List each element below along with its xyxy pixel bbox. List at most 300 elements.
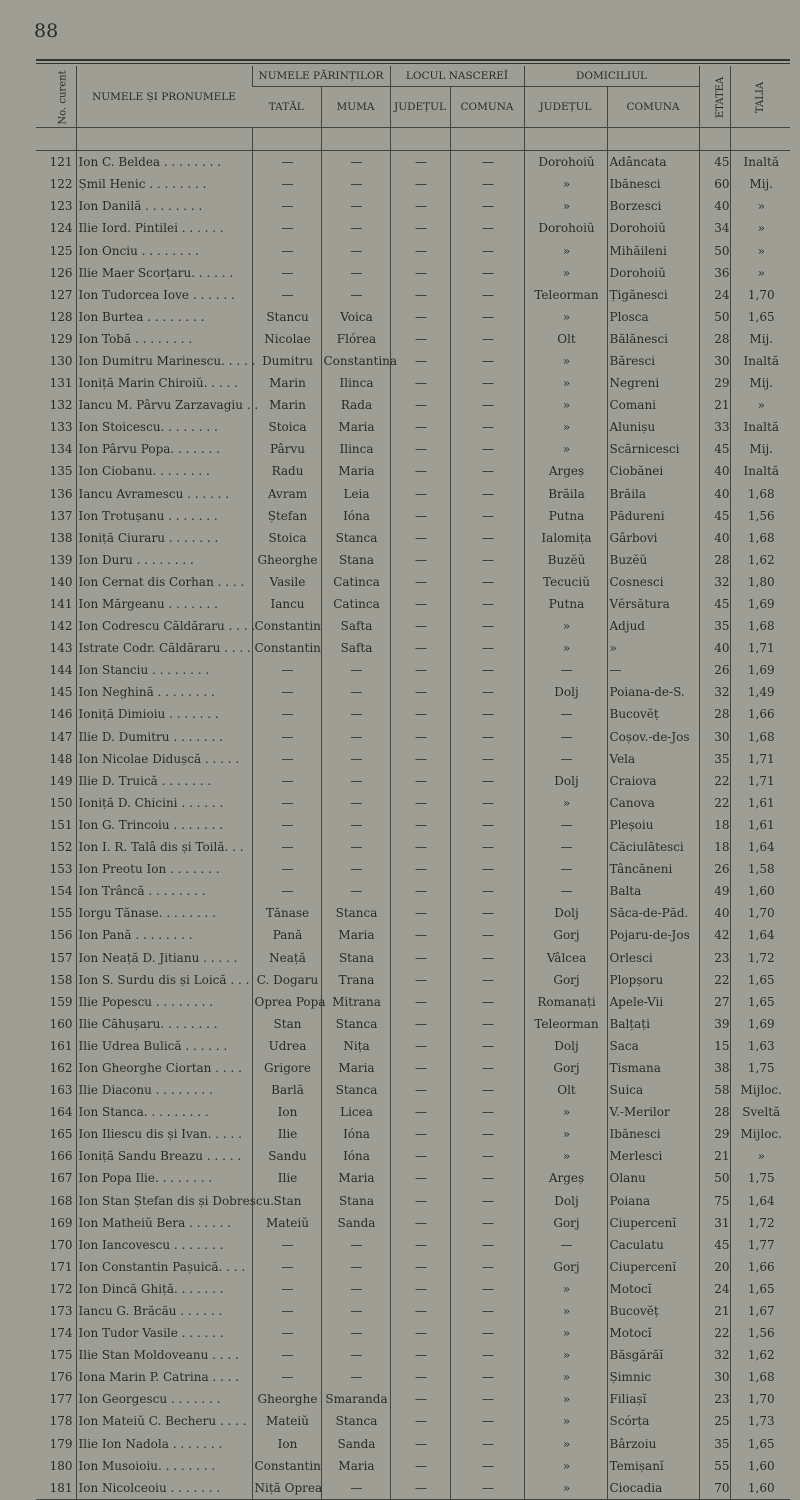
- cell-nascere-judet: —: [390, 1322, 450, 1344]
- cell-domiciliu-comuna: Comani: [607, 394, 699, 416]
- cell-nascere-comuna: —: [450, 195, 524, 217]
- table-row: [36, 836, 790, 858]
- cell-tatal: Gheorghe: [252, 1388, 321, 1410]
- cell-domiciliu-comuna: Olanu: [607, 1167, 699, 1189]
- cell-name: Ioniță Dimioiu . . . . . . .: [76, 703, 252, 725]
- cell-muma: Catinca: [321, 571, 390, 593]
- cell-domiciliu-judet: »: [524, 1322, 607, 1344]
- cell-name: Ion Codrescu Căldăraru . . . .: [76, 615, 252, 637]
- cell-tatal: Stoica: [252, 527, 321, 549]
- cell-tatal: —: [252, 217, 321, 239]
- cell-muma: —: [321, 262, 390, 284]
- cell-name: Ion Dumitru Marinescu. . . . .: [76, 350, 252, 372]
- cell-domiciliu-comuna: V.-Merilor: [607, 1101, 699, 1123]
- cell-tatal: Stoica: [252, 416, 321, 438]
- cell-name: Ion Tudor Vasile . . . . . .: [76, 1322, 252, 1344]
- cell-name: Ion Musoioiu. . . . . . . .: [76, 1455, 252, 1477]
- cell-etatea: 18: [699, 836, 730, 858]
- cell-muma: Safta: [321, 615, 390, 637]
- cell-domiciliu-comuna: Filiașĭ: [607, 1388, 699, 1410]
- table-row: [36, 151, 790, 174]
- cell-domiciliu-comuna: Bârzoiu: [607, 1433, 699, 1455]
- cell-name: Ion Pârvu Popa. . . . . . .: [76, 438, 252, 460]
- cell-muma: Catinca: [321, 593, 390, 615]
- cell-name: Ion Burtea . . . . . . . .: [76, 306, 252, 328]
- cell-etatea: 50: [699, 306, 730, 328]
- cell-tatal: Constantin: [252, 615, 321, 637]
- spacer-cell: [730, 128, 790, 151]
- cell-domiciliu-comuna: Săca-de-Păd.: [607, 902, 699, 924]
- cell-nascere-comuna: —: [450, 1344, 524, 1366]
- cell-nascere-comuna: —: [450, 902, 524, 924]
- table-row: [36, 814, 790, 836]
- table-row: [36, 1477, 790, 1500]
- cell-etatea: 40: [699, 637, 730, 659]
- cell-muma: —: [321, 1366, 390, 1388]
- cell-domiciliu-comuna: Ciocadia: [607, 1477, 699, 1500]
- table-row: [36, 416, 790, 438]
- table-row: [36, 1035, 790, 1057]
- spacer-cell: [450, 128, 524, 151]
- page-number: 88: [34, 20, 59, 42]
- table-row: [36, 394, 790, 416]
- cell-muma: Flórea: [321, 328, 390, 350]
- table-row: [36, 1212, 790, 1234]
- cell-domiciliu-comuna: —: [607, 659, 699, 681]
- cell-tatal: —: [252, 1300, 321, 1322]
- cell-nascere-comuna: —: [450, 151, 524, 174]
- spacer-cell: [76, 128, 252, 151]
- cell-name: Șmil Henic . . . . . . . .: [76, 173, 252, 195]
- cell-etatea: 35: [699, 615, 730, 637]
- cell-etatea: 36: [699, 262, 730, 284]
- cell-nascere-judet: —: [390, 173, 450, 195]
- cell-domiciliu-judet: Gorj: [524, 1212, 607, 1234]
- cell-tatal: C. Dogaru: [252, 969, 321, 991]
- cell-etatea: 45: [699, 151, 730, 174]
- table-row: [36, 792, 790, 814]
- cell-talia: 1,62: [730, 549, 790, 571]
- cell-muma: Licea: [321, 1101, 390, 1123]
- cell-muma: —: [321, 284, 390, 306]
- cell-nascere-comuna: —: [450, 1212, 524, 1234]
- cell-no: 166: [49, 1149, 73, 1164]
- table-row: [36, 1388, 790, 1410]
- cell-domiciliu-judet: Tecuciŭ: [524, 571, 607, 593]
- cell-domiciliu-judet: »: [524, 1455, 607, 1477]
- cell-tatal: Nicolae: [252, 328, 321, 350]
- cell-domiciliu-judet: —: [524, 748, 607, 770]
- cell-domiciliu-judet: Gorj: [524, 1057, 607, 1079]
- cell-etatea: 50: [699, 1167, 730, 1189]
- cell-tatal: —: [252, 1234, 321, 1256]
- cell-etatea: 23: [699, 946, 730, 968]
- table-row: [36, 1366, 790, 1388]
- table-row: [36, 372, 790, 394]
- cell-tatal: Grigore: [252, 1057, 321, 1079]
- cell-etatea: 27: [699, 991, 730, 1013]
- cell-domiciliu-judet: »: [524, 1300, 607, 1322]
- cell-nascere-judet: —: [390, 438, 450, 460]
- header-domiciliul: DOMICILIUL: [524, 66, 699, 87]
- cell-no: 154: [49, 884, 73, 899]
- cell-nascere-judet: —: [390, 1145, 450, 1167]
- cell-no: 121: [49, 155, 73, 170]
- cell-tatal: —: [252, 1256, 321, 1278]
- cell-no: 165: [49, 1127, 73, 1142]
- header-nascere-judet: JUDEȚUL: [390, 87, 450, 128]
- cell-talia: 1,56: [730, 505, 790, 527]
- cell-domiciliu-comuna: Apele-Vii: [607, 991, 699, 1013]
- cell-tatal: Oprea Popa: [252, 991, 321, 1013]
- cell-no: 171: [49, 1259, 73, 1274]
- cell-no: 128: [49, 309, 73, 324]
- cell-no: 147: [49, 729, 73, 744]
- cell-no: 160: [49, 1016, 73, 1031]
- cell-no: 143: [49, 641, 73, 656]
- cell-nascere-judet: —: [390, 416, 450, 438]
- cell-name: Ion Neață D. Jitianu . . . . .: [76, 946, 252, 968]
- cell-tatal: Stan: [252, 1190, 321, 1212]
- cell-muma: —: [321, 1477, 390, 1500]
- cell-tatal: Ilie: [252, 1167, 321, 1189]
- cell-talia: 1,65: [730, 1433, 790, 1455]
- cell-muma: Mitrana: [321, 991, 390, 1013]
- cell-etatea: 26: [699, 659, 730, 681]
- cell-domiciliu-comuna: Pădureni: [607, 505, 699, 527]
- cell-domiciliu-comuna: Merlesci: [607, 1145, 699, 1167]
- cell-etatea: 28: [699, 328, 730, 350]
- cell-domiciliu-judet: Teleorman: [524, 1013, 607, 1035]
- cell-muma: Voica: [321, 306, 390, 328]
- cell-nascere-judet: —: [390, 836, 450, 858]
- header-talia: TALIA: [730, 66, 790, 128]
- cell-name: Ion Danilă . . . . . . . .: [76, 195, 252, 217]
- cell-tatal: —: [252, 681, 321, 703]
- cell-no: 135: [49, 464, 73, 479]
- cell-name: Ion Tobă . . . . . . . .: [76, 328, 252, 350]
- cell-no: 174: [49, 1326, 73, 1341]
- cell-nascere-comuna: —: [450, 549, 524, 571]
- cell-muma: Stanca: [321, 1079, 390, 1101]
- cell-muma: Maria: [321, 416, 390, 438]
- cell-talia: Inaltă: [730, 460, 790, 482]
- cell-muma: Ilinca: [321, 438, 390, 460]
- cell-etatea: 22: [699, 770, 730, 792]
- cell-no: 181: [36, 1477, 76, 1500]
- cell-muma: —: [321, 659, 390, 681]
- cell-domiciliu-judet: »: [524, 306, 607, 328]
- cell-muma: Maria: [321, 924, 390, 946]
- cell-domiciliu-judet: »: [524, 1410, 607, 1432]
- cell-domiciliu-judet: —: [524, 858, 607, 880]
- cell-name: Ion Preotu Ion . . . . . . .: [76, 858, 252, 880]
- cell-talia: 1,71: [730, 770, 790, 792]
- cell-nascere-comuna: —: [450, 328, 524, 350]
- cell-talia: 1,68: [730, 1366, 790, 1388]
- cell-muma: Maria: [321, 1455, 390, 1477]
- header-nascere-comuna: COMUNA: [450, 87, 524, 128]
- cell-muma: —: [321, 858, 390, 880]
- table-row: [36, 350, 790, 372]
- cell-nascere-judet: —: [390, 284, 450, 306]
- cell-etatea: 50: [699, 239, 730, 261]
- cell-tatal: Udrea: [252, 1035, 321, 1057]
- cell-nascere-comuna: —: [450, 505, 524, 527]
- cell-domiciliu-judet: »: [524, 173, 607, 195]
- cell-name: Ion Stan Ștefan dis și Dobrescu.: [76, 1190, 252, 1212]
- cell-talia: 1,60: [730, 1477, 790, 1500]
- cell-talia: Mijloc.: [730, 1123, 790, 1145]
- cell-name: Ion Stanciu . . . . . . . .: [76, 659, 252, 681]
- header-etatea: ETATEA: [699, 66, 730, 128]
- cell-nascere-judet: —: [390, 1300, 450, 1322]
- header-rule-thin: [36, 63, 790, 64]
- cell-domiciliu-comuna: Canova: [607, 792, 699, 814]
- cell-name: Ion Duru . . . . . . . .: [76, 549, 252, 571]
- cell-nascere-judet: —: [390, 924, 450, 946]
- cell-talia: 1,60: [730, 1455, 790, 1477]
- cell-nascere-comuna: —: [450, 1433, 524, 1455]
- spacer-cell: [390, 128, 450, 151]
- cell-no: 132: [49, 398, 73, 413]
- table-row: [36, 880, 790, 902]
- cell-nascere-judet: —: [390, 1057, 450, 1079]
- cell-no: 130: [49, 353, 73, 368]
- cell-domiciliu-judet: Teleorman: [524, 284, 607, 306]
- cell-name: Ion Neghină . . . . . . . .: [76, 681, 252, 703]
- cell-name: Ion Iancovescu . . . . . . .: [76, 1234, 252, 1256]
- cell-muma: Constantina: [321, 350, 390, 372]
- cell-domiciliu-comuna: Bucovĕț: [607, 1300, 699, 1322]
- cell-talia: »: [730, 394, 790, 416]
- cell-nascere-judet: —: [390, 262, 450, 284]
- cell-domiciliu-judet: Romanați: [524, 991, 607, 1013]
- cell-nascere-comuna: —: [450, 1190, 524, 1212]
- cell-nascere-judet: —: [390, 814, 450, 836]
- cell-domiciliu-comuna: Pleșoiu: [607, 814, 699, 836]
- header-muma: MUMA: [321, 87, 390, 128]
- cell-domiciliu-judet: »: [524, 1388, 607, 1410]
- cell-muma: Stanca: [321, 902, 390, 924]
- cell-no: 156: [49, 928, 73, 943]
- cell-muma: Stana: [321, 549, 390, 571]
- cell-talia: 1,72: [730, 1212, 790, 1234]
- cell-name: Ion Popa Ilie. . . . . . . .: [76, 1167, 252, 1189]
- cell-name: Ion Tudorcea Iove . . . . . .: [76, 284, 252, 306]
- cell-etatea: 42: [699, 924, 730, 946]
- cell-nascere-judet: —: [390, 1035, 450, 1057]
- cell-name: Ion G. Trincoiu . . . . . . .: [76, 814, 252, 836]
- cell-nascere-judet: —: [390, 1190, 450, 1212]
- cell-muma: —: [321, 792, 390, 814]
- spacer-cell: [36, 128, 76, 151]
- table-row: [36, 1410, 790, 1432]
- cell-no: 155: [49, 906, 73, 921]
- cell-domiciliu-comuna: Plopșoru: [607, 969, 699, 991]
- cell-tatal: Ion: [252, 1433, 321, 1455]
- cell-tatal: —: [252, 703, 321, 725]
- cell-etatea: 70: [699, 1477, 730, 1500]
- table-row: [36, 438, 790, 460]
- cell-muma: Safta: [321, 637, 390, 659]
- cell-muma: Sanda: [321, 1212, 390, 1234]
- cell-tatal: Radu: [252, 460, 321, 482]
- cell-tatal: Sandu: [252, 1145, 321, 1167]
- cell-tatal: Gheorghe: [252, 549, 321, 571]
- cell-talia: 1,58: [730, 858, 790, 880]
- table-row: [36, 1433, 790, 1455]
- cell-muma: —: [321, 880, 390, 902]
- cell-talia: 1,69: [730, 593, 790, 615]
- cell-name: Ioniță Marin Chiroiŭ. . . . .: [76, 372, 252, 394]
- cell-domiciliu-comuna: Coșov.-de-Jos: [607, 726, 699, 748]
- table-row: [36, 615, 790, 637]
- cell-nascere-comuna: —: [450, 1035, 524, 1057]
- cell-talia: 1,65: [730, 306, 790, 328]
- cell-nascere-comuna: —: [450, 1322, 524, 1344]
- cell-domiciliu-comuna: Buzĕŭ: [607, 549, 699, 571]
- cell-talia: 1,70: [730, 284, 790, 306]
- cell-name: Ilie Udrea Bulică . . . . . .: [76, 1035, 252, 1057]
- cell-nascere-comuna: —: [450, 350, 524, 372]
- cell-domiciliu-comuna: Gârbovi: [607, 527, 699, 549]
- cell-no: 172: [49, 1281, 73, 1296]
- cell-nascere-judet: —: [390, 1101, 450, 1123]
- cell-no: 124: [49, 221, 73, 236]
- table-row: [36, 770, 790, 792]
- cell-nascere-judet: —: [390, 615, 450, 637]
- cell-no: 144: [49, 663, 73, 678]
- cell-name: Ion Constantin Pașuică. . . .: [76, 1256, 252, 1278]
- cell-no: 138: [49, 530, 73, 545]
- table-row: [36, 659, 790, 681]
- cell-no: 177: [49, 1392, 73, 1407]
- cell-nascere-comuna: —: [450, 394, 524, 416]
- cell-nascere-comuna: —: [450, 748, 524, 770]
- cell-muma: —: [321, 770, 390, 792]
- cell-domiciliu-judet: Buzĕŭ: [524, 549, 607, 571]
- cell-talia: 1,66: [730, 703, 790, 725]
- cell-nascere-judet: —: [390, 770, 450, 792]
- cell-domiciliu-comuna: Balta: [607, 880, 699, 902]
- cell-talia: 1,68: [730, 726, 790, 748]
- spacer-cell: [321, 128, 390, 151]
- cell-talia: 1,61: [730, 814, 790, 836]
- cell-nascere-comuna: —: [450, 416, 524, 438]
- table-row: [36, 1278, 790, 1300]
- cell-nascere-comuna: —: [450, 372, 524, 394]
- table-row: [36, 748, 790, 770]
- cell-nascere-judet: —: [390, 549, 450, 571]
- cell-name: Ion Mărgeanu . . . . . . .: [76, 593, 252, 615]
- cell-no: 129: [49, 331, 73, 346]
- cell-talia: 1,63: [730, 1035, 790, 1057]
- cell-tatal: —: [252, 726, 321, 748]
- cell-etatea: 28: [699, 1101, 730, 1123]
- cell-domiciliu-comuna: Căciulătesci: [607, 836, 699, 858]
- cell-name: Iancu Avramescu . . . . . .: [76, 483, 252, 505]
- cell-nascere-judet: —: [390, 571, 450, 593]
- cell-muma: Trana: [321, 969, 390, 991]
- table-row: [36, 217, 790, 239]
- cell-etatea: 75: [699, 1190, 730, 1212]
- cell-no: 141: [49, 597, 73, 612]
- cell-etatea: 29: [699, 372, 730, 394]
- cell-domiciliu-comuna: »: [607, 637, 699, 659]
- cell-muma: Stana: [321, 1190, 390, 1212]
- cell-domiciliu-judet: Olt: [524, 328, 607, 350]
- cell-nascere-judet: —: [390, 637, 450, 659]
- cell-nascere-comuna: —: [450, 438, 524, 460]
- cell-talia: Mijloc.: [730, 1079, 790, 1101]
- cell-nascere-judet: —: [390, 858, 450, 880]
- cell-name: Ilie Căhușaru. . . . . . . .: [76, 1013, 252, 1035]
- cell-etatea: 58: [699, 1079, 730, 1101]
- cell-talia: 1,68: [730, 615, 790, 637]
- cell-nascere-comuna: —: [450, 637, 524, 659]
- spacer-cell: [524, 128, 607, 151]
- cell-domiciliu-comuna: Caculatu: [607, 1234, 699, 1256]
- table-row: [36, 1145, 790, 1167]
- cell-name: Ion I. R. Talâ dis și Toilă. . .: [76, 836, 252, 858]
- cell-etatea: 21: [699, 1145, 730, 1167]
- cell-tatal: —: [252, 195, 321, 217]
- table-row: [36, 858, 790, 880]
- cell-nascere-judet: —: [390, 681, 450, 703]
- cell-name: Ilie Iord. Pintilei . . . . . .: [76, 217, 252, 239]
- cell-domiciliu-judet: »: [524, 1344, 607, 1366]
- cell-domiciliu-judet: Vâlcea: [524, 946, 607, 968]
- cell-tatal: Barlă: [252, 1079, 321, 1101]
- cell-no: 176: [49, 1370, 73, 1385]
- cell-tatal: Dumitru: [252, 350, 321, 372]
- cell-name: Ion Iliescu dis și Ivan. . . . .: [76, 1123, 252, 1145]
- table-row: [36, 527, 790, 549]
- cell-domiciliu-comuna: Șimnic: [607, 1366, 699, 1388]
- cell-muma: Leia: [321, 483, 390, 505]
- cell-domiciliu-comuna: Băsgărăĭ: [607, 1344, 699, 1366]
- cell-muma: —: [321, 1278, 390, 1300]
- cell-domiciliu-comuna: Țigănesci: [607, 284, 699, 306]
- cell-domiciliu-comuna: Orlesci: [607, 946, 699, 968]
- cell-nascere-judet: —: [390, 1344, 450, 1366]
- cell-nascere-comuna: —: [450, 1388, 524, 1410]
- cell-nascere-comuna: —: [450, 1079, 524, 1101]
- cell-muma: —: [321, 726, 390, 748]
- cell-nascere-judet: —: [390, 483, 450, 505]
- cell-nascere-judet: —: [390, 748, 450, 770]
- cell-talia: Inaltă: [730, 151, 790, 174]
- cell-nascere-judet: —: [390, 350, 450, 372]
- cell-talia: 1,71: [730, 748, 790, 770]
- cell-tatal: Mateiŭ: [252, 1212, 321, 1234]
- cell-no: 150: [49, 795, 73, 810]
- header-tatal: TATĂL: [252, 87, 321, 128]
- spacer-cell: [252, 128, 321, 151]
- table-row: [36, 1300, 790, 1322]
- cell-tatal: —: [252, 858, 321, 880]
- cell-domiciliu-judet: Gorj: [524, 924, 607, 946]
- cell-no: 148: [49, 751, 73, 766]
- cell-name: Iancu G. Brăcău . . . . . .: [76, 1300, 252, 1322]
- cell-tatal: Niță Oprea: [252, 1477, 321, 1500]
- cell-etatea: 35: [699, 1433, 730, 1455]
- cell-etatea: 18: [699, 814, 730, 836]
- table-row: [36, 239, 790, 261]
- table-row: [36, 1234, 790, 1256]
- cell-muma: Rada: [321, 394, 390, 416]
